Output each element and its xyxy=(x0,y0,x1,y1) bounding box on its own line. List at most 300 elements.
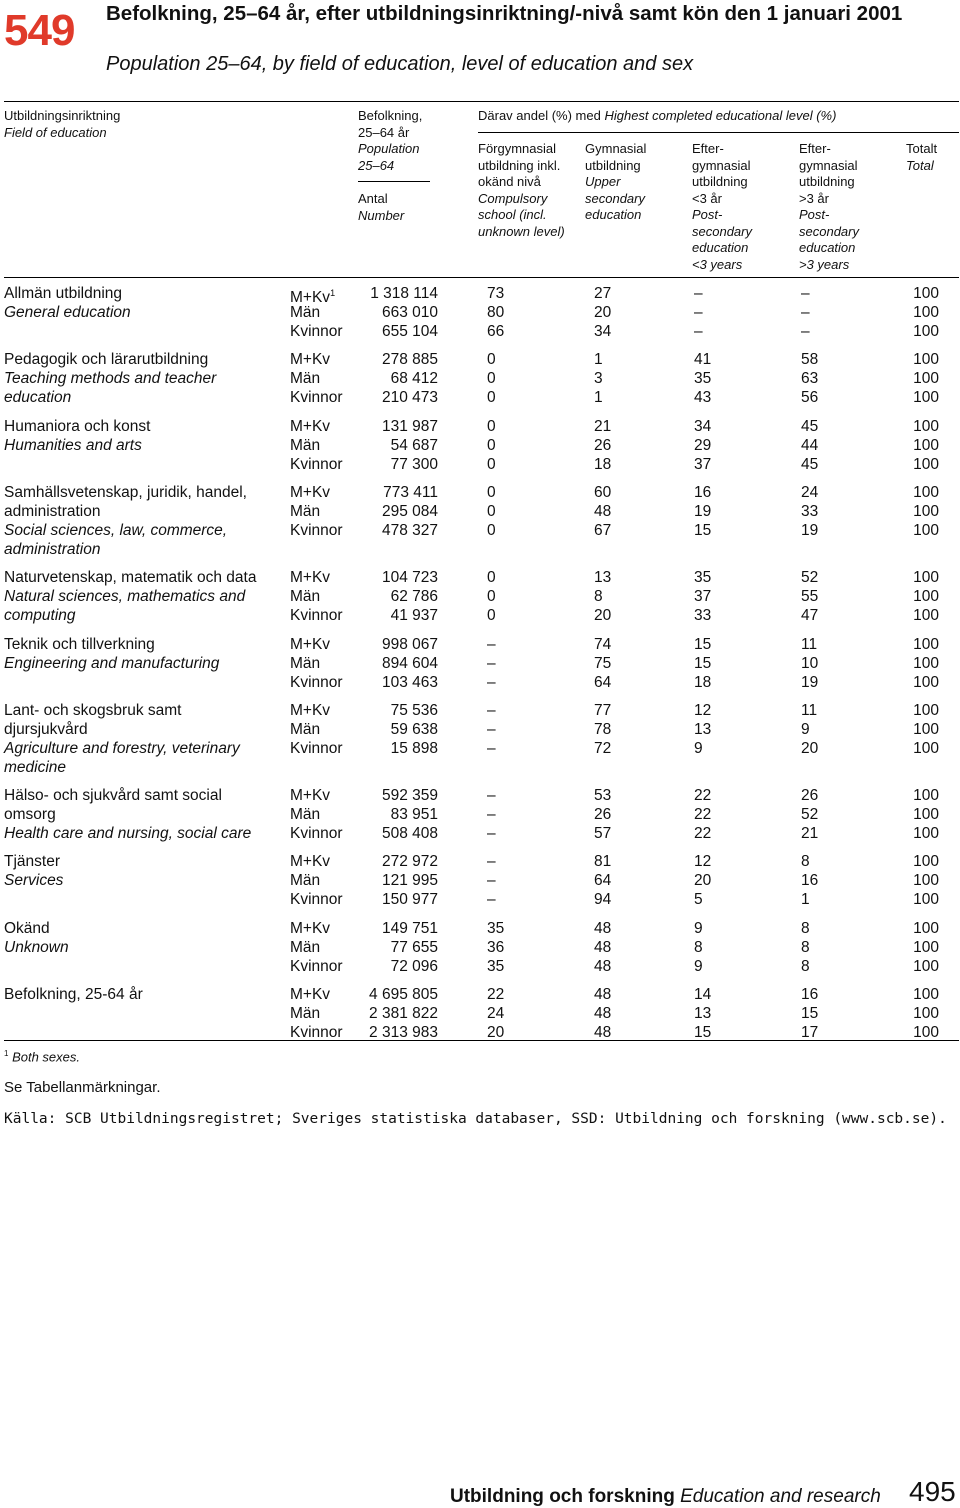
sex-label: Män xyxy=(290,720,321,738)
cell-upper-secondary: 67 xyxy=(594,521,612,539)
cell-total: 100 xyxy=(913,323,939,340)
cell-upper-secondary: 8 xyxy=(594,588,603,606)
col4-en-2: secondary xyxy=(799,223,859,239)
row-label: Befolkning, 25-64 år xyxy=(4,986,143,1003)
cell-upper-secondary: 77 xyxy=(594,701,612,719)
col4-sv-3: utbildning xyxy=(799,174,855,189)
row-label: Teknik och tillverkning xyxy=(4,635,155,653)
col1-en-1: Compulsory xyxy=(478,190,548,206)
cell-compulsory: 66 xyxy=(487,323,505,340)
cell-total: 100 xyxy=(913,701,939,719)
cell-postsec-long: 44 xyxy=(801,436,819,454)
cell-compulsory: – xyxy=(487,891,496,909)
cell-postsec-long: 8 xyxy=(801,919,810,937)
cell-sex xyxy=(290,890,343,909)
cell-sex xyxy=(290,369,320,388)
cell-total: 100 xyxy=(913,872,939,890)
col3-sv-2: gymnasial xyxy=(692,157,751,173)
sex-label: Kvinnor xyxy=(290,825,343,843)
cell-total: 100 xyxy=(913,891,939,909)
cell-postsec-short: 22 xyxy=(694,806,712,824)
cell-postsec-short: 18 xyxy=(694,673,712,691)
cell-postsec-long: 16 xyxy=(801,986,819,1003)
cell-population: 210 473 xyxy=(381,389,438,407)
col3-en-3: education xyxy=(692,240,749,255)
cell-postsec-short: 22 xyxy=(694,787,712,805)
col1-en-3: unknown level) xyxy=(478,223,565,239)
cell-sex xyxy=(290,587,320,606)
cell-postsec-long: 47 xyxy=(801,607,819,625)
col-share-sv: Därav andel (%) med xyxy=(478,108,601,123)
cell-upper-secondary: 20 xyxy=(594,304,612,321)
cell-sex xyxy=(290,654,320,673)
sex-label: Män xyxy=(290,806,321,824)
cell-population: 104 723 xyxy=(381,569,438,587)
cell-compulsory: – xyxy=(487,787,496,805)
cell-postsec-short: 37 xyxy=(694,455,712,473)
cell-population: 295 084 xyxy=(381,502,438,520)
cell-postsec-short: 22 xyxy=(694,825,712,843)
cell-population: 121 995 xyxy=(381,872,438,890)
cell-compulsory: – xyxy=(487,806,496,824)
sex-label: Män xyxy=(290,938,321,956)
col-pop-en-2: 25–64 xyxy=(358,157,395,173)
cell-postsec-short: 9 xyxy=(694,919,703,937)
cell-population: 83 951 xyxy=(390,806,438,824)
cell-population: 15 898 xyxy=(390,739,438,757)
cell-sex xyxy=(290,673,343,692)
cell-population: 998 067 xyxy=(381,635,438,653)
cell-upper-secondary: 81 xyxy=(594,853,612,871)
cell-total: 100 xyxy=(913,389,939,407)
cell-total: 100 xyxy=(913,957,939,975)
see-notes: Se Tabellanmärkningar. xyxy=(4,1079,161,1096)
col4-en-1: Post- xyxy=(799,207,830,222)
cell-upper-secondary: 48 xyxy=(594,1024,612,1041)
page-footer-section xyxy=(450,1486,881,1508)
cell-sex xyxy=(290,483,330,502)
cell-postsec-short: 15 xyxy=(694,635,712,653)
footnote-text: Both sexes. xyxy=(12,1049,81,1065)
cell-postsec-long: 20 xyxy=(801,739,819,757)
row-label: Humanities and arts xyxy=(4,436,142,454)
footnote-ref: 1 xyxy=(330,288,336,298)
cell-population: 75 536 xyxy=(390,701,438,719)
cell-population: 592 359 xyxy=(381,787,438,805)
cell-population: 54 687 xyxy=(390,436,438,454)
cell-compulsory: – xyxy=(487,853,496,871)
cell-total: 100 xyxy=(913,1024,939,1041)
cell-upper-secondary: 64 xyxy=(594,673,612,691)
sex-label: M+Kv xyxy=(290,919,331,937)
cell-postsec-long: 16 xyxy=(801,872,819,890)
cell-sex xyxy=(290,852,330,871)
cell-total: 100 xyxy=(913,285,939,302)
cell-compulsory: 35 xyxy=(487,919,505,937)
cell-compulsory: 0 xyxy=(487,455,496,473)
cell-compulsory: 20 xyxy=(487,1024,505,1041)
footer-section-en: Education and research xyxy=(680,1486,881,1507)
col-pop-sv-1: Befolkning, xyxy=(358,108,423,123)
row-label: education xyxy=(4,389,72,407)
cell-sex xyxy=(290,502,320,521)
cell-upper-secondary: 48 xyxy=(594,938,612,956)
cell-total: 100 xyxy=(913,569,939,587)
col3-sv-4: <3 år xyxy=(692,190,722,206)
cell-compulsory: 0 xyxy=(487,370,496,388)
cell-compulsory: 0 xyxy=(487,569,496,587)
cell-sex xyxy=(290,436,320,455)
cell-compulsory: 0 xyxy=(487,436,496,454)
cell-compulsory: 24 xyxy=(487,1005,505,1022)
row-label: General education xyxy=(4,304,131,321)
sex-label: M+Kv xyxy=(290,853,331,871)
cell-postsec-short: 13 xyxy=(694,1005,712,1022)
cell-postsec-short: 12 xyxy=(694,853,712,871)
sex-label: Män xyxy=(290,370,321,388)
cell-postsec-short: 15 xyxy=(694,654,712,672)
cell-postsec-long: 55 xyxy=(801,588,819,606)
cell-compulsory: – xyxy=(487,825,496,843)
footnote xyxy=(4,1049,80,1064)
cell-postsec-short: 5 xyxy=(694,891,703,909)
cell-postsec-long: 19 xyxy=(801,521,819,539)
sex-label: Män xyxy=(290,502,321,520)
cell-postsec-short: 15 xyxy=(694,1024,712,1041)
cell-postsec-long: 19 xyxy=(801,673,819,691)
col5-sv: Totalt xyxy=(906,141,938,156)
col-count-en: Number xyxy=(358,207,405,223)
col3-sv-3: utbildning xyxy=(692,174,748,189)
row-label: Humaniora och konst xyxy=(4,417,151,435)
cell-sex xyxy=(290,322,343,341)
cell-sex xyxy=(290,985,330,1004)
cell-compulsory: – xyxy=(487,872,496,890)
cell-compulsory: – xyxy=(487,720,496,738)
cell-postsec-long: 8 xyxy=(801,938,810,956)
col3-en-2: secondary xyxy=(692,223,752,239)
cell-upper-secondary: 3 xyxy=(594,370,603,388)
col1-sv-3: okänd nivå xyxy=(478,174,541,189)
cell-sex xyxy=(290,350,330,369)
cell-total: 100 xyxy=(913,304,939,321)
cell-postsec-short: 41 xyxy=(694,351,712,369)
sex-label: Kvinnor xyxy=(290,323,343,340)
cell-upper-secondary: 60 xyxy=(594,483,612,501)
cell-population: 150 977 xyxy=(381,891,438,909)
cell-total: 100 xyxy=(913,607,939,625)
cell-upper-secondary: 72 xyxy=(594,739,612,757)
cell-total: 100 xyxy=(913,483,939,501)
row-label: Naturvetenskap, matematik och data xyxy=(4,569,257,587)
sex-label: Kvinnor xyxy=(290,455,343,473)
cell-postsec-long: 11 xyxy=(801,701,818,719)
cell-sex xyxy=(290,303,320,322)
row-label: Hälso- och sjukvård samt social xyxy=(4,787,222,805)
sex-label: Män xyxy=(290,588,321,606)
cell-population: 4 695 805 xyxy=(369,986,438,1003)
table-bottom-rule xyxy=(4,1040,959,1041)
cell-postsec-short: 20 xyxy=(694,872,712,890)
cell-postsec-short: 29 xyxy=(694,436,712,454)
col2-en-2: secondary xyxy=(585,190,645,206)
col-pop-sv-2: 25–64 år xyxy=(358,124,410,140)
cell-postsec-short: – xyxy=(694,304,703,321)
cell-postsec-short: 12 xyxy=(694,701,712,719)
cell-population: 59 638 xyxy=(390,720,438,738)
row-label: Okänd xyxy=(4,919,50,937)
row-label: Lant- och skogsbruk samt xyxy=(4,701,182,719)
col3-en-1: Post- xyxy=(692,207,723,222)
row-label: Unknown xyxy=(4,938,69,956)
cell-total: 100 xyxy=(913,654,939,672)
cell-upper-secondary: 34 xyxy=(594,323,612,340)
cell-upper-secondary: 26 xyxy=(594,806,612,824)
row-label: Services xyxy=(4,872,64,890)
cell-upper-secondary: 48 xyxy=(594,919,612,937)
cell-upper-secondary: 64 xyxy=(594,872,612,890)
cell-population: 131 987 xyxy=(381,417,438,435)
cell-sex xyxy=(290,938,320,957)
col4-sv-4: >3 år xyxy=(799,190,829,206)
cell-population: 149 751 xyxy=(381,919,438,937)
row-label: computing xyxy=(4,607,76,625)
cell-postsec-long: 11 xyxy=(801,635,818,653)
cell-postsec-long: 17 xyxy=(801,1024,819,1041)
cell-population: 278 885 xyxy=(381,351,438,369)
row-label: Samhällsvetenskap, juridik, handel, xyxy=(4,483,247,501)
cell-total: 100 xyxy=(913,635,939,653)
cell-upper-secondary: 75 xyxy=(594,654,612,672)
cell-upper-secondary: 57 xyxy=(594,825,612,843)
cell-postsec-long: 8 xyxy=(801,853,810,871)
cell-population: 77 655 xyxy=(390,938,438,956)
cell-upper-secondary: 26 xyxy=(594,436,612,454)
cell-upper-secondary: 74 xyxy=(594,635,612,653)
cell-compulsory: 0 xyxy=(487,351,496,369)
cell-total: 100 xyxy=(913,825,939,843)
sex-label: M+Kv xyxy=(290,986,331,1003)
cell-postsec-short: – xyxy=(694,285,703,302)
cell-postsec-long: 45 xyxy=(801,417,819,435)
cell-total: 100 xyxy=(913,502,939,520)
cell-compulsory: – xyxy=(487,635,496,653)
col-pop-en-1: Population xyxy=(358,141,420,156)
cell-compulsory: 0 xyxy=(487,417,496,435)
row-label: Engineering and manufacturing xyxy=(4,654,220,672)
cell-postsec-short: 16 xyxy=(694,483,712,501)
footer-section-sv: Utbildning och forskning xyxy=(450,1486,675,1507)
cell-upper-secondary: 1 xyxy=(594,351,603,369)
cell-postsec-short: 9 xyxy=(694,739,703,757)
cell-compulsory: 73 xyxy=(487,285,505,302)
cell-postsec-short: 13 xyxy=(694,720,712,738)
row-label: Tjänster xyxy=(4,853,60,871)
sex-label: Kvinnor xyxy=(290,607,343,625)
sex-label: M+Kv xyxy=(290,701,331,719)
row-label: Social sciences, law, commerce, xyxy=(4,521,228,539)
cell-postsec-long: – xyxy=(801,323,810,340)
cell-postsec-long: 24 xyxy=(801,483,819,501)
cell-postsec-long: 52 xyxy=(801,806,819,824)
col2-en-1: Upper xyxy=(585,174,621,189)
cell-population: 77 300 xyxy=(390,455,438,473)
cell-compulsory: – xyxy=(487,701,496,719)
cell-population: 508 408 xyxy=(381,825,438,843)
cell-compulsory: 35 xyxy=(487,957,505,975)
cell-sex xyxy=(290,805,320,824)
sex-label: Kvinnor xyxy=(290,957,343,975)
cell-population: 62 786 xyxy=(390,588,438,606)
cell-total: 100 xyxy=(913,919,939,937)
cell-postsec-long: – xyxy=(801,285,810,302)
cell-upper-secondary: 1 xyxy=(594,389,603,407)
cell-postsec-long: 33 xyxy=(801,502,819,520)
cell-total: 100 xyxy=(913,806,939,824)
cell-upper-secondary: 48 xyxy=(594,957,612,975)
cell-population: 41 937 xyxy=(390,607,438,625)
cell-total: 100 xyxy=(913,853,939,871)
cell-total: 100 xyxy=(913,351,939,369)
cell-postsec-short: 8 xyxy=(694,938,703,956)
col1-sv-1: Förgymnasial xyxy=(478,141,557,156)
cell-total: 100 xyxy=(913,521,939,539)
cell-upper-secondary: 48 xyxy=(594,1005,612,1022)
col-field-header-sv: Utbildningsinriktning xyxy=(4,108,121,123)
cell-upper-secondary: 48 xyxy=(594,986,612,1003)
cell-upper-secondary: 94 xyxy=(594,891,612,909)
cell-population: 2 381 822 xyxy=(369,1005,438,1022)
table-title-en: Population 25–64, by field of education, level of education and sex xyxy=(106,53,694,75)
cell-sex xyxy=(290,635,330,654)
cell-sex xyxy=(290,786,330,805)
sex-label: M+Kv xyxy=(290,417,331,435)
col5-en: Total xyxy=(906,157,934,173)
cell-postsec-short: 37 xyxy=(694,588,712,606)
cell-sex xyxy=(290,455,343,474)
row-label: Health care and nursing, social care xyxy=(4,825,252,843)
cell-postsec-short: – xyxy=(694,323,703,340)
cell-postsec-long: 26 xyxy=(801,787,819,805)
row-label: Allmän utbildning xyxy=(4,285,123,302)
cell-upper-secondary: 48 xyxy=(594,502,612,520)
cell-postsec-long: 1 xyxy=(801,891,810,909)
cell-postsec-short: 43 xyxy=(694,389,712,407)
sex-label: M+Kv xyxy=(290,635,331,653)
row-label: Natural sciences, mathematics and xyxy=(4,588,246,606)
cell-total: 100 xyxy=(913,986,939,1003)
cell-postsec-long: 56 xyxy=(801,389,819,407)
cell-sex xyxy=(290,568,330,587)
cell-sex xyxy=(290,606,343,625)
sex-label: Kvinnor xyxy=(290,739,343,757)
row-label: omsorg xyxy=(4,806,56,824)
cell-sex xyxy=(290,1004,320,1023)
cell-population: 478 327 xyxy=(381,521,438,539)
cell-total: 100 xyxy=(913,370,939,388)
cell-sex xyxy=(290,720,320,739)
col2-sv-2: utbildning xyxy=(585,157,641,173)
sex-label: M+Kv xyxy=(290,351,331,369)
cell-total: 100 xyxy=(913,417,939,435)
col-field-header-en: Field of education xyxy=(4,124,107,140)
cell-postsec-long: – xyxy=(801,304,810,321)
cell-total: 100 xyxy=(913,673,939,691)
cell-population: 655 104 xyxy=(381,323,438,340)
row-label: administration xyxy=(4,502,101,520)
col4-en-4: >3 years xyxy=(799,256,850,272)
cell-postsec-long: 58 xyxy=(801,351,819,369)
row-label: Teaching methods and teacher xyxy=(4,370,217,388)
sex-label: Kvinnor xyxy=(290,891,343,909)
cell-sex xyxy=(290,919,330,938)
cell-postsec-short: 14 xyxy=(694,986,712,1003)
col4-en-3: education xyxy=(799,240,856,255)
cell-upper-secondary: 27 xyxy=(594,285,612,302)
cell-postsec-long: 52 xyxy=(801,569,819,587)
cell-population: 2 313 983 xyxy=(369,1024,438,1041)
cell-total: 100 xyxy=(913,720,939,738)
cell-population: 894 604 xyxy=(381,654,438,672)
cell-upper-secondary: 53 xyxy=(594,787,612,805)
cell-population: 1 318 114 xyxy=(370,285,438,302)
row-label: Agriculture and forestry, veterinary xyxy=(4,739,240,757)
col2-en-3: education xyxy=(585,207,642,222)
sex-label: Kvinnor xyxy=(290,673,343,691)
cell-total: 100 xyxy=(913,787,939,805)
col2-sv-1: Gymnasial xyxy=(585,141,647,156)
cell-postsec-long: 9 xyxy=(801,720,810,738)
cell-compulsory: 0 xyxy=(487,389,496,407)
cell-population: 272 972 xyxy=(381,853,438,871)
col-share-en: Highest completed educational level (%) xyxy=(604,108,837,123)
cell-population: 72 096 xyxy=(390,957,438,975)
col4-sv-1: Efter- xyxy=(799,141,831,156)
cell-compulsory: 0 xyxy=(487,521,496,539)
cell-postsec-short: 35 xyxy=(694,370,712,388)
cell-postsec-long: 15 xyxy=(801,1005,819,1022)
table-title-sv: Befolkning, 25–64 år, efter utbildningsinriktning/-nivå samt kön den 1 januari 2001 xyxy=(106,2,903,25)
cell-postsec-short: 9 xyxy=(694,957,703,975)
cell-sex xyxy=(290,739,343,758)
cell-sex xyxy=(290,388,343,407)
cell-population: 68 412 xyxy=(390,370,438,388)
cell-population: 103 463 xyxy=(381,673,438,691)
col1-en-2: school (incl. xyxy=(478,207,547,222)
cell-upper-secondary: 13 xyxy=(594,569,612,587)
page-number: 495 xyxy=(909,1476,956,1507)
cell-total: 100 xyxy=(913,436,939,454)
source-note: Källa: SCB Utbildningsregistret; Sveriges statistiska databaser, SSD: Utbildning och forskning (www.scb.se). xyxy=(4,1111,947,1127)
cell-population: 773 411 xyxy=(383,483,438,501)
sex-label: Kvinnor xyxy=(290,1024,343,1041)
cell-compulsory: 0 xyxy=(487,607,496,625)
cell-total: 100 xyxy=(913,455,939,473)
sex-label: M+Kv xyxy=(290,289,331,307)
sex-label: M+Kv xyxy=(290,787,331,805)
cell-compulsory: 80 xyxy=(487,304,505,321)
sex-label: Män xyxy=(290,1005,321,1022)
cell-total: 100 xyxy=(913,1005,939,1022)
cell-postsec-short: 19 xyxy=(694,502,712,520)
cell-postsec-long: 8 xyxy=(801,957,810,975)
cell-compulsory: 0 xyxy=(487,483,496,501)
sex-label: Kvinnor xyxy=(290,389,343,407)
col3-sv-1: Efter- xyxy=(692,141,724,156)
cell-total: 100 xyxy=(913,588,939,606)
col3-en-4: <3 years xyxy=(692,256,743,272)
cell-postsec-short: 33 xyxy=(694,607,712,625)
